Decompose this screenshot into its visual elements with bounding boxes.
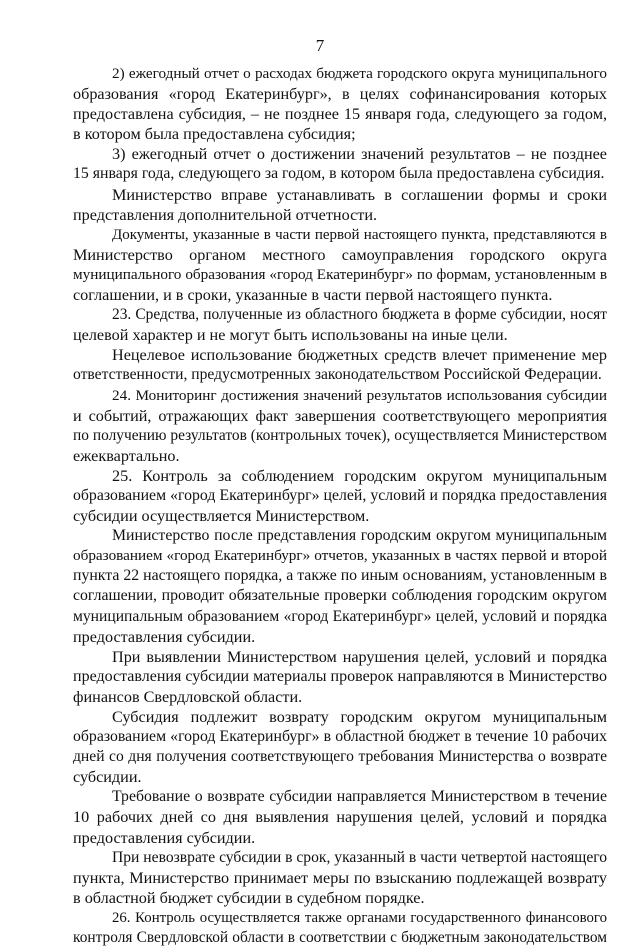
- text-line: 26. Контроль осуществляется также органами государственного финансового: [112, 909, 607, 926]
- paragraph: [73, 305, 607, 345]
- text-line: Документы, указанные в части первой настоящего пункта, представляются в: [112, 226, 607, 243]
- text-line: предоставления субсидии материалы проверок направляются в Министерство: [73, 667, 607, 685]
- text-line: 15 января года, следующего за годом, в котором была предоставлена субсидия.: [73, 165, 605, 183]
- document-body: [73, 64, 607, 948]
- text-line: пункта, Министерство принимает меры по взысканию подлежащей возврату: [73, 868, 607, 887]
- text-line: Нецелевое использование бюджетных средств влечет применение мер: [112, 346, 607, 365]
- paragraph: [73, 64, 607, 144]
- text-line: предоставления субсидии.: [73, 627, 256, 646]
- paragraph: [73, 466, 607, 526]
- text-line: субсидии осуществляется Министерством.: [73, 507, 370, 526]
- text-line: 2) ежегодный отчет о расходах бюджета городского округа муниципального: [112, 65, 607, 82]
- text-line: ежеквартально.: [73, 446, 180, 465]
- paragraph: [73, 707, 607, 787]
- text-line: ответственности, предусмотренных законодательством Российской Федерации.: [73, 366, 602, 384]
- text-line: При невозврате субсидии в срок, указанный в части четвертой настоящего: [112, 848, 607, 866]
- text-line: предоставлена субсидия, – не позднее 15 января года, следующего за годом,: [73, 105, 607, 124]
- text-line: соглашении, и в сроки, указанные в части первой настоящего пункта.: [73, 286, 553, 305]
- paragraph: [73, 787, 607, 847]
- text-line: в котором была предоставлена субсидия;: [73, 125, 356, 144]
- text-line: 24. Мониторинг достижения значений результатов использования субсидии: [112, 386, 607, 404]
- text-line: образования «город Екатеринбург», в целях софинансирования которых: [73, 85, 607, 104]
- text-line: субсидии.: [73, 768, 142, 787]
- text-line: предоставления субсидии.: [73, 828, 256, 847]
- text-line: образованием «город Екатеринбург» отчетов, указанных в частях первой и второй: [73, 547, 607, 565]
- text-line: муниципального образования «город Екатеринбург» по формам, установленным в: [73, 265, 607, 283]
- text-line: по получению результатов (контрольных точек), осуществляется Министерством: [73, 426, 607, 444]
- paragraph: [73, 386, 607, 466]
- paragraph: [73, 185, 607, 225]
- paragraph: [73, 908, 607, 948]
- paragraph: [73, 526, 607, 647]
- paragraph: [73, 225, 607, 305]
- text-line: финансов Свердловской области.: [73, 687, 303, 706]
- text-line: контроля Свердловской области в соответствии с бюджетным законодательством: [73, 929, 607, 947]
- paragraph: [73, 848, 607, 908]
- text-line: 23. Средства, полученные из областного бюджета в форме субсидии, носят: [112, 306, 607, 324]
- text-line: образованием «город Екатеринбург» целей, условий и порядка предоставления: [73, 486, 607, 504]
- text-line: и событий, отражающих факт завершения соответствующего мероприятия: [73, 406, 607, 425]
- text-line: Субсидия подлежит возврату городским округом муниципальным: [112, 708, 607, 726]
- page-number: 7: [315, 36, 325, 55]
- paragraph: [73, 345, 607, 385]
- text-line: Требование о возврате субсидии направляется Министерством в течение: [112, 788, 607, 806]
- text-line: 3) ежегодный отчет о достижении значений результатов – не позднее: [112, 145, 607, 164]
- text-line: целевой характер и не могут быть использованы на иные цели.: [73, 326, 508, 345]
- text-line: образованием «город Екатеринбург» в областной бюджет в течение 10 рабочих: [73, 728, 607, 746]
- text-line: представления дополнительной отчетности.: [73, 205, 378, 224]
- paragraph: [73, 144, 607, 184]
- text-line: муниципальным образованием «город Екатеринбург» целей, условий и порядка: [73, 607, 607, 625]
- text-line: Министерство вправе устанавливать в соглашении формы и сроки: [112, 185, 607, 204]
- paragraph: [73, 647, 607, 707]
- text-line: Министерство после представления городским округом муниципальным: [112, 527, 607, 545]
- text-line: 10 рабочих дней со дня выявления нарушения целей, условий и порядка: [73, 808, 607, 827]
- text-line: Министерство органом местного самоуправления городского округа: [73, 245, 607, 264]
- text-line: дней со дня получения соответствующего требования Министерства о возврате: [73, 748, 607, 766]
- text-line: 25. Контроль за соблюдением городским округом муниципальным: [112, 466, 607, 485]
- text-line: При выявлении Министерством нарушения целей, условий и порядка: [112, 647, 607, 666]
- text-line: в областной бюджет субсидии в судебном порядке.: [73, 888, 425, 907]
- text-line: пункта 22 настоящего порядка, а также по иным основаниям, установленным в: [73, 567, 607, 585]
- text-line: соглашении, проводит обязательные проверки соблюдения городским округом: [73, 587, 607, 605]
